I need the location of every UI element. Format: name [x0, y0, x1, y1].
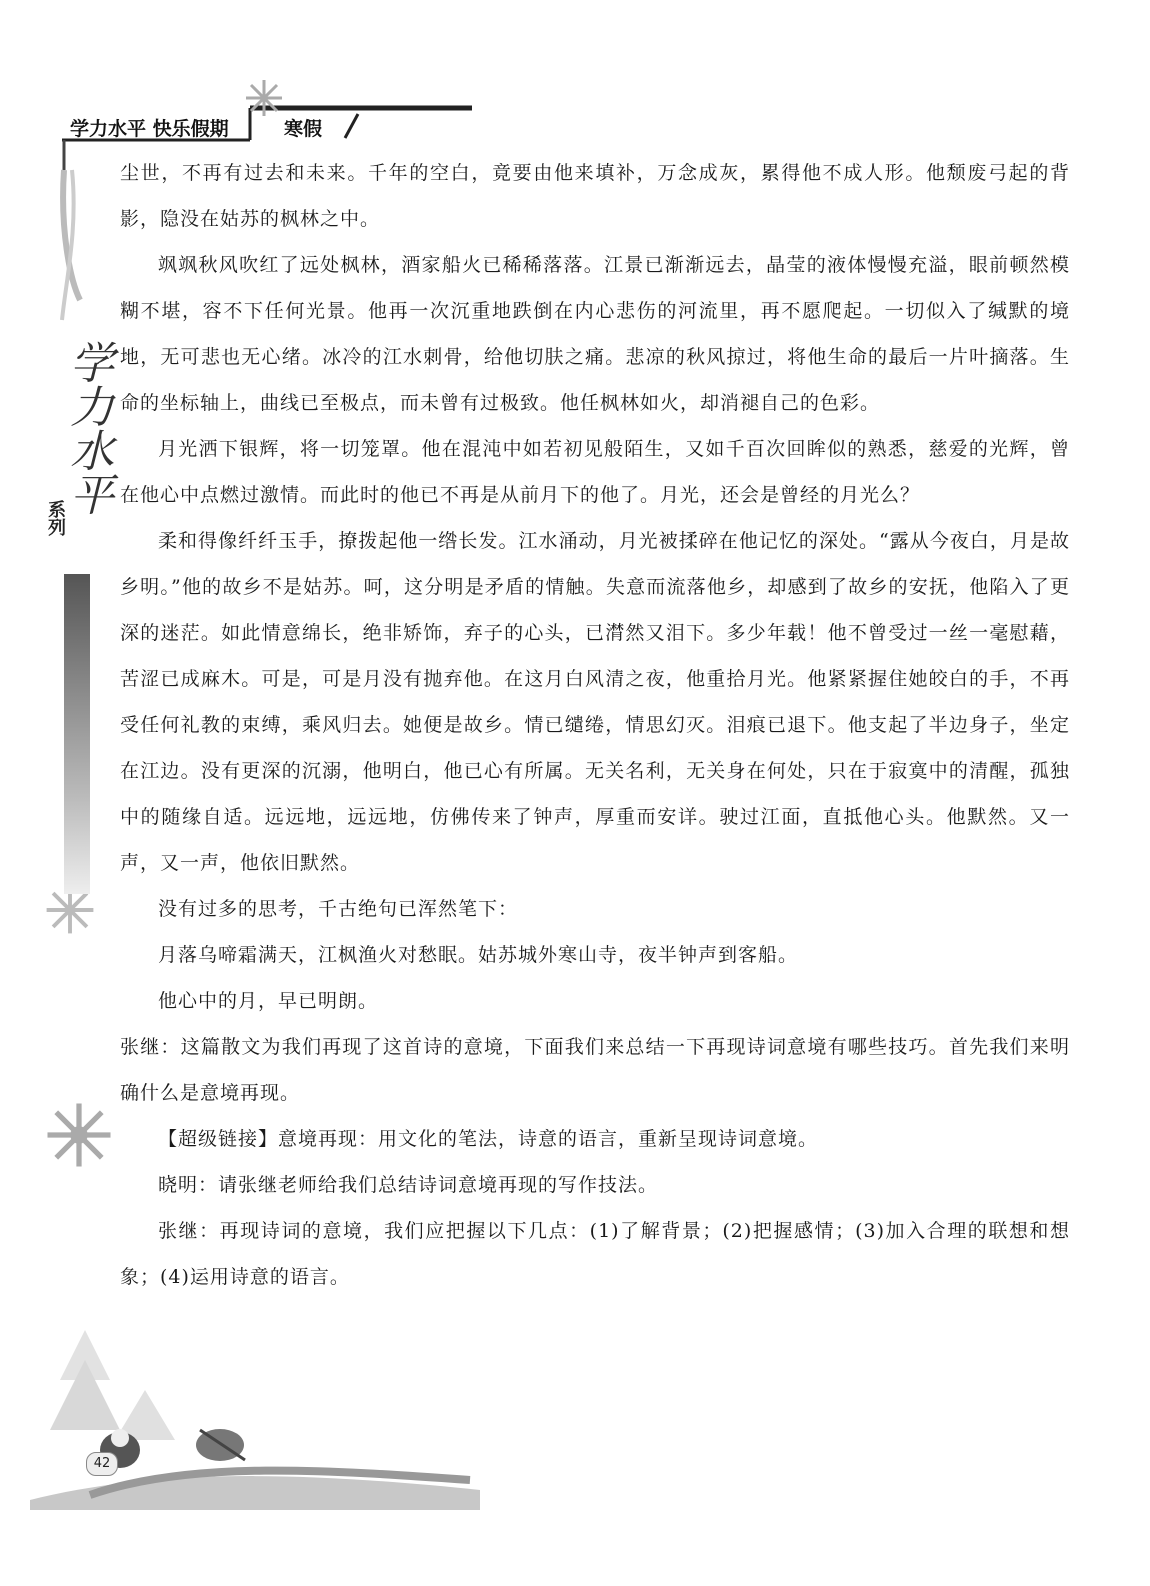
sidebar-calligraphy: 学力水平	[62, 340, 113, 516]
sidebar-gradient-bar	[64, 574, 90, 894]
paragraph: 柔和得像纤纤玉手，撩拨起他一绺长发。江水涌动，月光被揉碎在他记忆的深处。“露从今夜白，月是故乡明。”他的故乡不是姑苏。呵，这分明是矛盾的情触。失意而流落他乡，却感到了故乡的安抚，他陷入了更深的迷茫。如此情意绵长，绝非矫饰，弃子的心头，已潸然又泪下。多少年载！他不曾受过一丝一毫慰藉，苦涩已成麻木。可是，可是月没有抛弃他。在这月白风清之夜，他重拾月光。他紧紧握住她皎白的手，不再受任何礼教的束缚，乘风归去。她便是故乡。情已缱绻，情思幻灭。泪痕已退下。他支起了半边身子，坐定在江边。没有更深的沉溺，他明白，他已心有所属。无关名利，无关身在何处，只在于寂寞中的清醒，孤独中的随缘自适。远远地，远远地，仿佛传来了钟声，厚重而安详。驶过江面，直抵他心头。他默然。又一声，又一声，他依旧默然。	[120, 530, 1070, 874]
paragraph: 张继：这篇散文为我们再现了这首诗的意境，下面我们来总结一下再现诗词意境有哪些技巧。首先我们来明确什么是意境再现。	[120, 1036, 1070, 1104]
paragraph: 他心中的月，早已明朗。	[158, 990, 379, 1012]
poem-line: 月落乌啼霜满天，江枫渔火对愁眠。姑苏城外寒山寺，夜半钟声到客船。	[158, 944, 799, 966]
header-bar	[62, 104, 472, 140]
page-number: 42	[86, 1452, 118, 1476]
paragraph: 晓明：请张继老师给我们总结诗词意境再现的写作技法。	[158, 1174, 659, 1196]
series-title: 学力水平 快乐假期	[70, 118, 229, 140]
paragraph: 尘世，不再有过去和未来。千年的空白，竟要由他来填补，万念成灰，累得他不成人形。他颓废弓起的背影，隐没在姑苏的枫林之中。	[120, 162, 1070, 230]
super-link-note: 【超级链接】意境再现：用文化的笔法，诗意的语言，重新呈现诗词意境。	[158, 1128, 819, 1150]
paragraph: 飒飒秋风吹红了远处枫林，酒家船火已稀稀落落。江景已渐渐远去，晶莹的液体慢慢充溢，眼前顿然模糊不堪，容不下任何光景。他再一次沉重地跌倒在内心悲伤的河流里，再不愿爬起。一切似入了缄默的境地，无可悲也无心绪。冰冷的江水刺骨，给他切肤之痛。悲凉的秋风掠过，将他生命的最后一片叶摘落。生命的坐标轴上，曲线已至极点，而未曾有过极致。他任枫林如火，却消褪自己的色彩。	[120, 254, 1070, 414]
paragraph: 月光洒下银辉，将一切笼罩。他在混沌中如若初见般陌生，又如千百次回眸似的熟悉，慈爱的光辉，曾在他心中点燃过激情。而此时的他已不再是从前月下的他了。月光，还会是曾经的月光么？	[120, 438, 1070, 506]
footer-illustration	[30, 1320, 490, 1520]
snowflake-icon	[44, 1100, 114, 1170]
sidebar-series: 系列	[45, 500, 66, 536]
paragraph: 张继：再现诗词的意境，我们应把握以下几点：(1)了解背景；(2)把握感情；(3)加入合理的联想和想象；(4)运用诗意的语言。	[120, 1220, 1070, 1288]
paragraph: 没有过多的思考，千古绝句已浑然笔下：	[158, 898, 519, 920]
article-body	[120, 150, 1070, 1300]
season-label: 寒假	[284, 118, 323, 140]
